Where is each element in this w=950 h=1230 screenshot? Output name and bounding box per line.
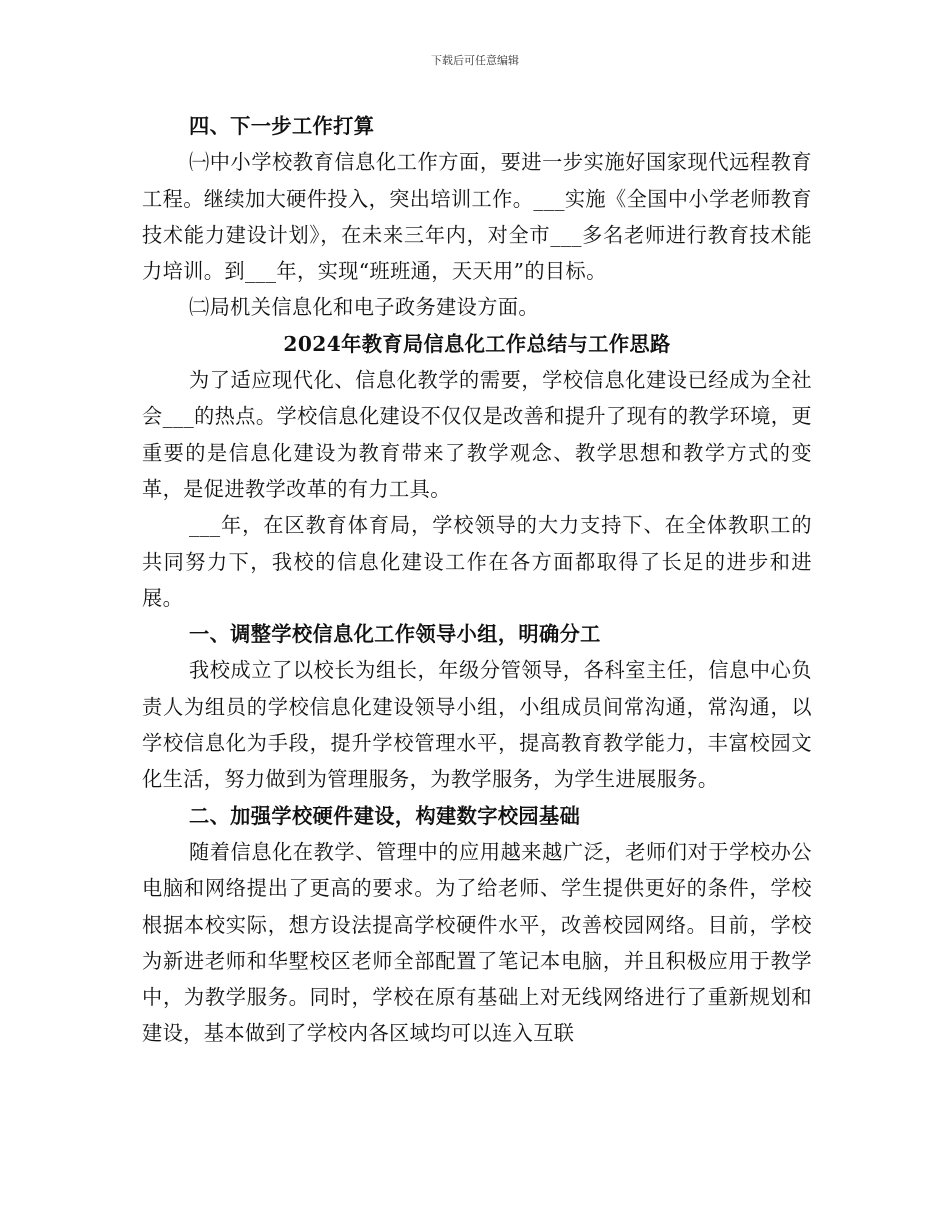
section-heading-next-steps: 四、下一步工作打算 bbox=[189, 114, 375, 138]
document-body bbox=[142, 108, 812, 1052]
paragraph-intro: 为了适应现代化、信息化教学的需要，学校信息化建设已经成为全社会___的热点。学校信息化建设不仅仅是改善和提升了现有的教学环境，更重要的是信息化建设为教育带来了教学观念、教学思想和教学方式的变革，是促进教学改革的有力工具。 bbox=[142, 368, 812, 501]
paragraph-egovernment: ㈡局机关信息化和电子政务建设方面。 bbox=[189, 295, 539, 320]
paragraph-hardware: 随着信息化在教学、管理中的应用越来越广泛，老师们对于学校办公电脑和网络提出了更高的要求。为了给老师、学生提供更好的条件，学校根据本校实际，想方设法提高学校硬件水平，改善校园网络。目前，学校为新进老师和华墅校区老师全部配置了笔记本电脑，并且积极应用于教学中，为教学服务。同时，学校在原有基础上对无线网络进行了重新规划和建设，基本做到了学校内各区域均可以连入互联 bbox=[142, 839, 812, 1046]
paragraph-school-informatization: ㈠中小学校教育信息化工作方面，要进一步实施好国家现代远程教育工程。继续加大硬件投入，突出培训工作。___实施《全国中小学老师教育技术能力建设计划》，在未来三年内，对全市___多名老师进行教育技术能力培训。到___年，实现“班班通，天天用”的目标。 bbox=[142, 150, 812, 284]
page-header: 下载后可任意编辑 bbox=[431, 54, 519, 67]
document-title: 2024年教育局信息化工作总结与工作思路 bbox=[283, 331, 671, 356]
section-heading-leadership-group: 一、调整学校信息化工作领导小组，明确分工 bbox=[189, 622, 601, 647]
section-heading-hardware: 二、加强学校硬件建设，构建数字校园基础 bbox=[189, 803, 581, 828]
paragraph-year-progress: ___年，在区教育体育局，学校领导的大力支持下、在全体教职工的共同努力下，我校的信息化建设工作在各方面都取得了长足的进步和进展。 bbox=[142, 513, 812, 610]
paragraph-leadership-group: 我校成立了以校长为组长，年级分管领导，各科室主任，信息中心负责人为组员的学校信息化建设领导小组，小组成员间常沟通，常沟通，以学校信息化为手段，提升学校管理水平，提高教育教学能力，丰富校园文化生活，努力做到为管理服务，为教学服务，为学生进展服务。 bbox=[142, 658, 812, 792]
